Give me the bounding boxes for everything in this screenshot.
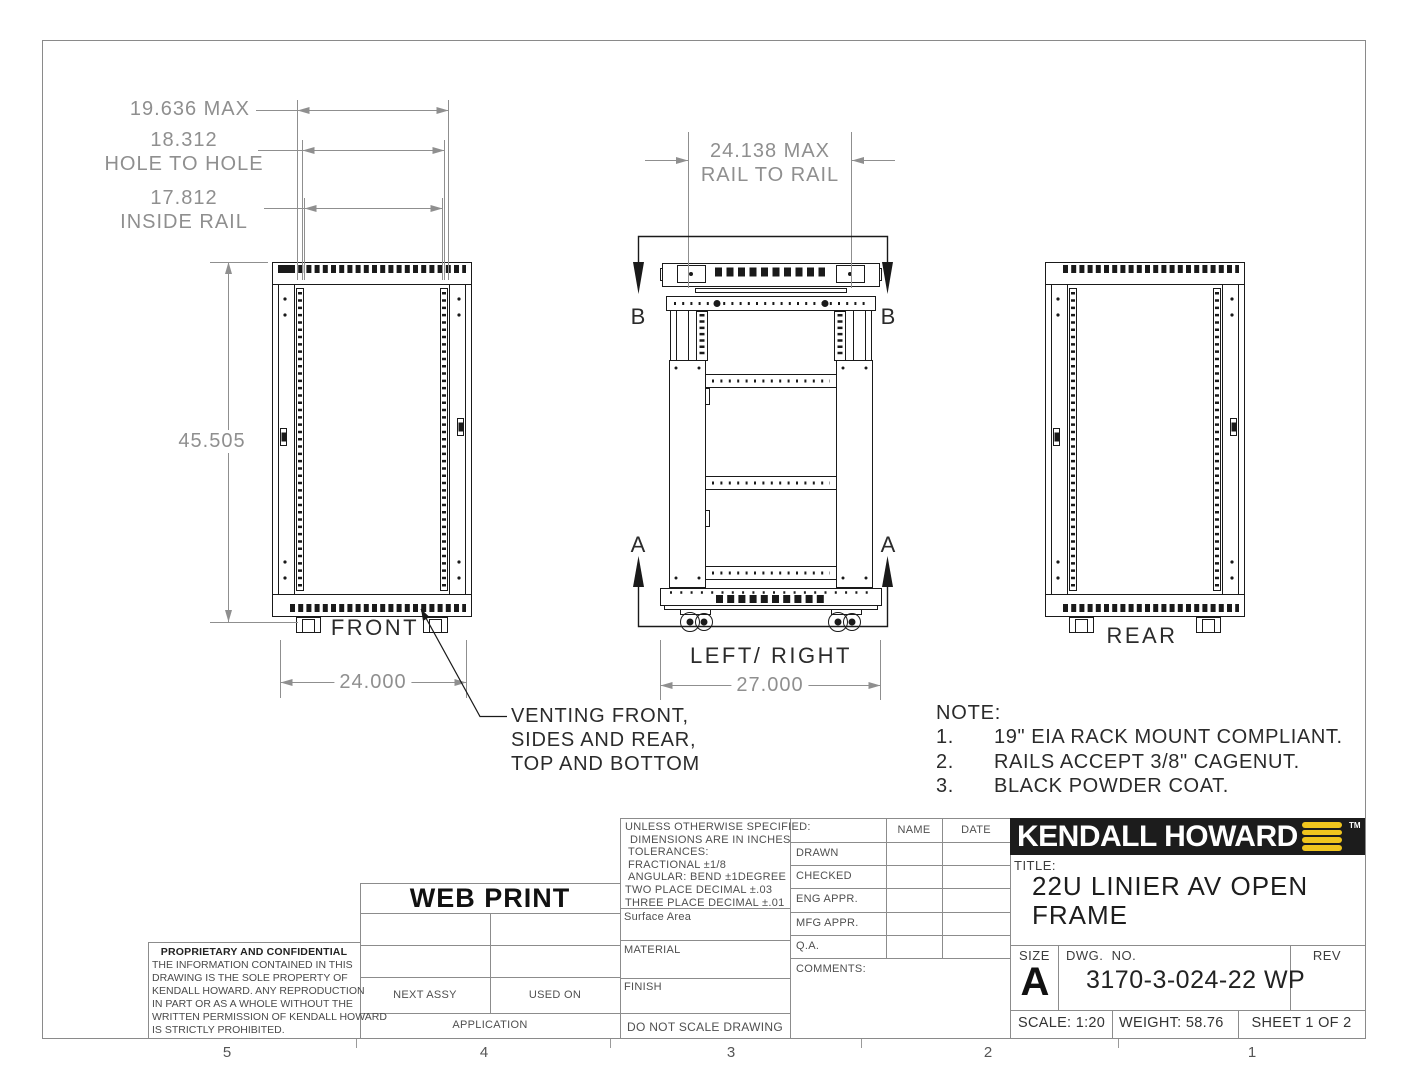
dim-depth: 27.000 [731, 674, 808, 697]
approvals-row-label: Q.A. [796, 940, 820, 952]
dim-width-max: 19.636 MAX [129, 98, 250, 120]
proprietary-body [152, 959, 387, 1037]
dim-inside-rail [104, 186, 264, 234]
tolerance-line: DIMENSIONS ARE IN INCHES [630, 833, 791, 846]
approvals-row-label: MFG APPR. [796, 917, 859, 929]
do-not-scale-label: DO NOT SCALE DRAWING [626, 1020, 784, 1034]
brand-stack-icon [1302, 822, 1342, 853]
tolerance-line: TWO PLACE DECIMAL ±.03 [625, 883, 773, 896]
approvals-row-label: DRAWN [796, 847, 839, 859]
dim-rail-to-rail [690, 139, 850, 187]
note-item [936, 725, 1343, 750]
size-value: A [1020, 960, 1050, 1004]
sheet-value: SHEET 1 OF 2 [1251, 1015, 1352, 1031]
view-label-side: LEFT/ RIGHT [690, 643, 852, 668]
view-label-front: FRONT [330, 615, 420, 640]
zone-number: 5 [222, 1044, 232, 1061]
brand-logo-text: KENDALL HOWARD [1017, 820, 1298, 853]
zone-number: 2 [983, 1044, 993, 1061]
tolerance-block [625, 821, 811, 909]
drawing-title-line1: 22U LINIER AV OPEN [1032, 871, 1309, 901]
proprietary-line: KENDALL HOWARD. ANY REPRODUCTION [152, 985, 365, 997]
note-item [936, 774, 1343, 799]
surface-area-label: Surface Area [624, 911, 692, 923]
proprietary-line: IS STRICTLY PROHIBITED. [152, 1024, 285, 1036]
next-assy-label: NEXT ASSY [393, 989, 457, 1001]
comments-label: COMMENTS: [796, 963, 866, 975]
web-print-stamp: WEB PRINT [409, 883, 571, 913]
dim-front-width: 24.000 [334, 671, 411, 694]
zone-number: 4 [479, 1044, 489, 1061]
note-item-text: RAILS ACCEPT 3/8" CAGENUT. [994, 750, 1300, 773]
dwg-no-label: DWG. NO. [1066, 948, 1137, 963]
section-a-left: A [630, 532, 646, 557]
application-label: APPLICATION [452, 1019, 528, 1031]
proprietary-line: WRITTEN PERMISSION OF KENDALL HOWARD [152, 1011, 387, 1023]
approvals-row-label: CHECKED [796, 870, 852, 882]
tolerance-line: ANGULAR: BEND ±1DEGREE [628, 871, 787, 884]
brand-tm: TM [1349, 821, 1361, 830]
tolerance-line: FRACTIONAL ±1/8 [628, 858, 727, 871]
note-item [936, 750, 1343, 775]
used-on-label: USED ON [528, 989, 582, 1001]
tolerance-line: TOLERANCES: [628, 846, 709, 859]
approvals-name-header: NAME [897, 824, 931, 836]
drawing-title [1032, 872, 1308, 930]
dim-inside-rail-label: INSIDE RAIL [120, 211, 248, 233]
brand-logo [1010, 818, 1365, 855]
note-item-text: BLACK POWDER COAT. [994, 775, 1229, 797]
note-item-num: 3. [936, 775, 954, 797]
proprietary-line: THE INFORMATION CONTAINED IN THIS [152, 959, 353, 971]
section-b-right: B [880, 304, 896, 329]
dim-hole-to-hole [104, 128, 264, 176]
note-item-num: 1. [936, 726, 954, 748]
dim-hole-to-hole-value: 18.312 [150, 129, 218, 151]
section-a-right: A [880, 532, 896, 557]
venting-note-line2: SIDES AND REAR, [511, 729, 697, 751]
drawing-title-line2: FRAME [1032, 900, 1128, 930]
notes-block [936, 702, 1343, 799]
size-label: SIZE [1019, 948, 1050, 963]
proprietary-line: IN PART OR AS A WHOLE WITHOUT THE [152, 998, 353, 1010]
zone-number: 3 [726, 1044, 736, 1061]
dim-rail-to-rail-label: RAIL TO RAIL [700, 164, 840, 186]
dim-rail-to-rail-value: 24.138 MAX [709, 140, 831, 162]
venting-note [511, 704, 700, 776]
approvals-date-header: DATE [961, 824, 991, 836]
tolerance-line: THREE PLACE DECIMAL ±.01 [625, 896, 785, 909]
scale-value: SCALE: 1:20 [1018, 1015, 1106, 1031]
title-label: TITLE: [1014, 858, 1057, 873]
dim-inside-rail-value: 17.812 [150, 187, 218, 209]
venting-note-line1: VENTING FRONT, [511, 705, 689, 727]
approvals-row-label: ENG APPR. [796, 893, 858, 905]
venting-note-line3: TOP AND BOTTOM [511, 753, 701, 775]
weight-value: WEIGHT: 58.76 [1119, 1015, 1224, 1031]
view-label-rear: REAR [1106, 623, 1178, 648]
dim-height: 45.505 [173, 430, 250, 453]
tolerance-line: UNLESS OTHERWISE SPECIFIED: [625, 821, 811, 833]
section-b-left: B [630, 304, 646, 329]
material-label: MATERIAL [624, 944, 681, 956]
note-item-num: 2. [936, 750, 954, 773]
note-item-text: 19" EIA RACK MOUNT COMPLIANT. [994, 726, 1343, 748]
proprietary-heading: PROPRIETARY AND CONFIDENTIAL [160, 946, 348, 958]
zone-number: 1 [1247, 1044, 1257, 1061]
dwg-no-value: 3170-3-024-22 WP [1086, 966, 1306, 994]
finish-label: FINISH [624, 981, 662, 993]
dim-hole-to-hole-label: HOLE TO HOLE [104, 153, 264, 175]
proprietary-line: DRAWING IS THE SOLE PROPERTY OF [152, 972, 348, 984]
rev-label: REV [1312, 948, 1342, 963]
notes-heading: NOTE: [936, 702, 1002, 724]
